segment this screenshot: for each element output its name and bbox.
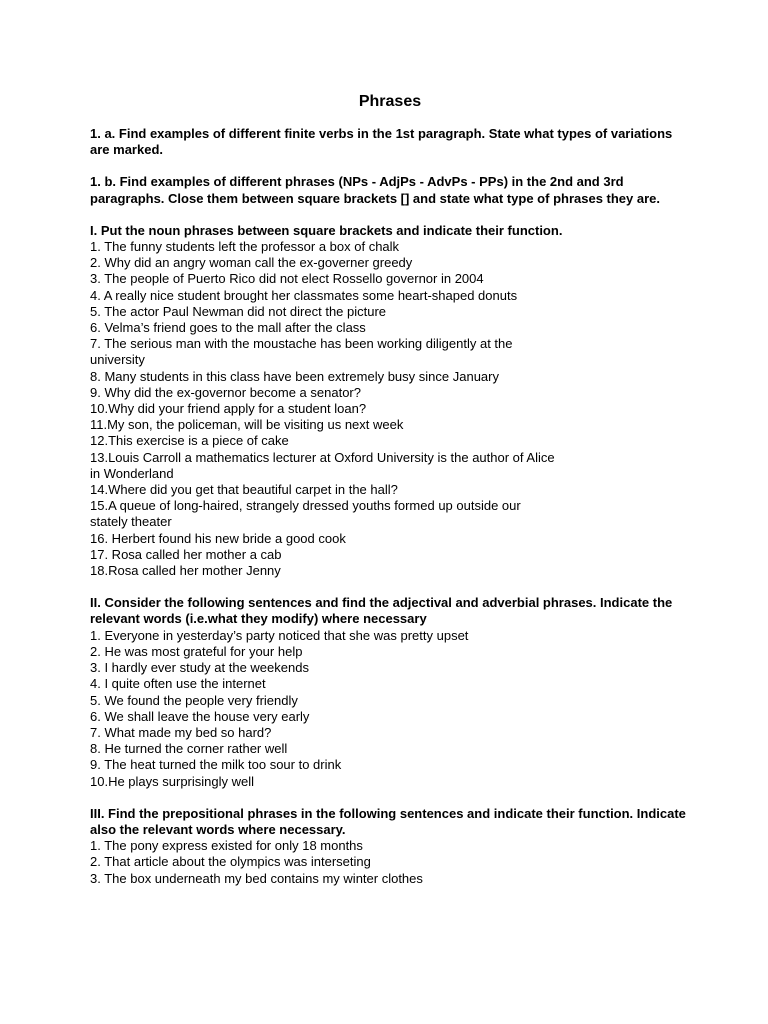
list-item: 13.Louis Carroll a mathematics lecturer at Oxford University is the author of Alice in Wonderland <box>90 449 555 481</box>
task-1a: 1. a. Find examples of different finite verbs in the 1st paragraph. State what types of variations are marked. <box>90 126 673 158</box>
section-adjectival-adverbial-phrases <box>90 595 690 789</box>
sentence-list <box>90 838 690 887</box>
section-heading: II. Consider the following sentences and find the adjectival and adverbial phrases. Indicate the relevant words (i.e.what they modify) where necessary <box>90 595 673 627</box>
section-heading: III. Find the prepositional phrases in the following sentences and indicate their function. Indicate also the relevant words where necessary. <box>90 805 686 837</box>
list-item: 1. The funny students left the professor a box of chalk <box>90 239 400 255</box>
list-item: 4. A really nice student brought her classmates some heart-shaped donuts <box>90 287 518 303</box>
list-item: 18.Rosa called her mother Jenny <box>90 563 281 579</box>
list-item: 8. He turned the corner rather well <box>90 741 288 757</box>
list-item: 8. Many students in this class have been extremely busy since January <box>90 368 499 384</box>
list-item: 17. Rosa called her mother a cab <box>90 546 282 562</box>
list-item: 14.Where did you get that beautiful carpet in the hall? <box>90 482 398 498</box>
list-item: 3. I hardly ever study at the weekends <box>90 660 309 676</box>
list-item: 2. That article about the olympics was interseting <box>90 854 371 870</box>
list-item: 15.A queue of long-haired, strangely dressed youths formed up outside our stately theater <box>90 498 521 530</box>
list-item: 3. The people of Puerto Rico did not elect Rossello governor in 2004 <box>90 271 484 287</box>
list-item: 9. Why did the ex-governor become a senator? <box>90 384 361 400</box>
list-item: 6. Velma’s friend goes to the mall after the class <box>90 320 366 336</box>
list-item: 2. He was most grateful for your help <box>90 643 303 659</box>
list-item: 10.Why did your friend apply for a student loan? <box>90 401 367 417</box>
list-item: 1. Everyone in yesterday’s party noticed that she was pretty upset <box>90 627 469 643</box>
list-item: 7. What made my bed so hard? <box>90 724 272 740</box>
list-item: 2. Why did an angry woman call the ex-governer greedy <box>90 255 413 271</box>
sentence-list <box>90 628 690 790</box>
list-item: 3. The box underneath my bed contains my winter clothes <box>90 870 423 886</box>
list-item: 12.This exercise is a piece of cake <box>90 433 289 449</box>
list-item: 4. I quite often use the internet <box>90 676 266 692</box>
list-item: 5. We found the people very friendly <box>90 692 298 708</box>
list-item: 16. Herbert found his new bride a good cook <box>90 530 346 546</box>
page-title: Phrases <box>358 93 422 110</box>
document-page <box>90 92 690 903</box>
list-item: 7. The serious man with the moustache has been working diligently at the university <box>90 336 513 368</box>
list-item: 1. The pony express existed for only 18 months <box>90 838 363 854</box>
list-item: 6. We shall leave the house very early <box>90 708 310 724</box>
list-item: 5. The actor Paul Newman did not direct the picture <box>90 303 387 319</box>
section-noun-phrases <box>90 223 690 579</box>
list-item: 11.My son, the policeman, will be visiting us next week <box>90 417 404 433</box>
list-item: 9. The heat turned the milk too sour to drink <box>90 757 342 773</box>
section-prepositional-phrases <box>90 806 690 887</box>
sentence-list <box>90 239 690 579</box>
task-1b: 1. b. Find examples of different phrases (NPs - AdjPs - AdvPs - PPs) in the 2nd and 3rd paragraphs. Close them between square brackets [] and state what type of phrases they are. <box>90 174 661 206</box>
section-heading: I. Put the noun phrases between square brackets and indicate their function. <box>90 222 563 238</box>
list-item: 10.He plays surprisingly well <box>90 773 255 789</box>
